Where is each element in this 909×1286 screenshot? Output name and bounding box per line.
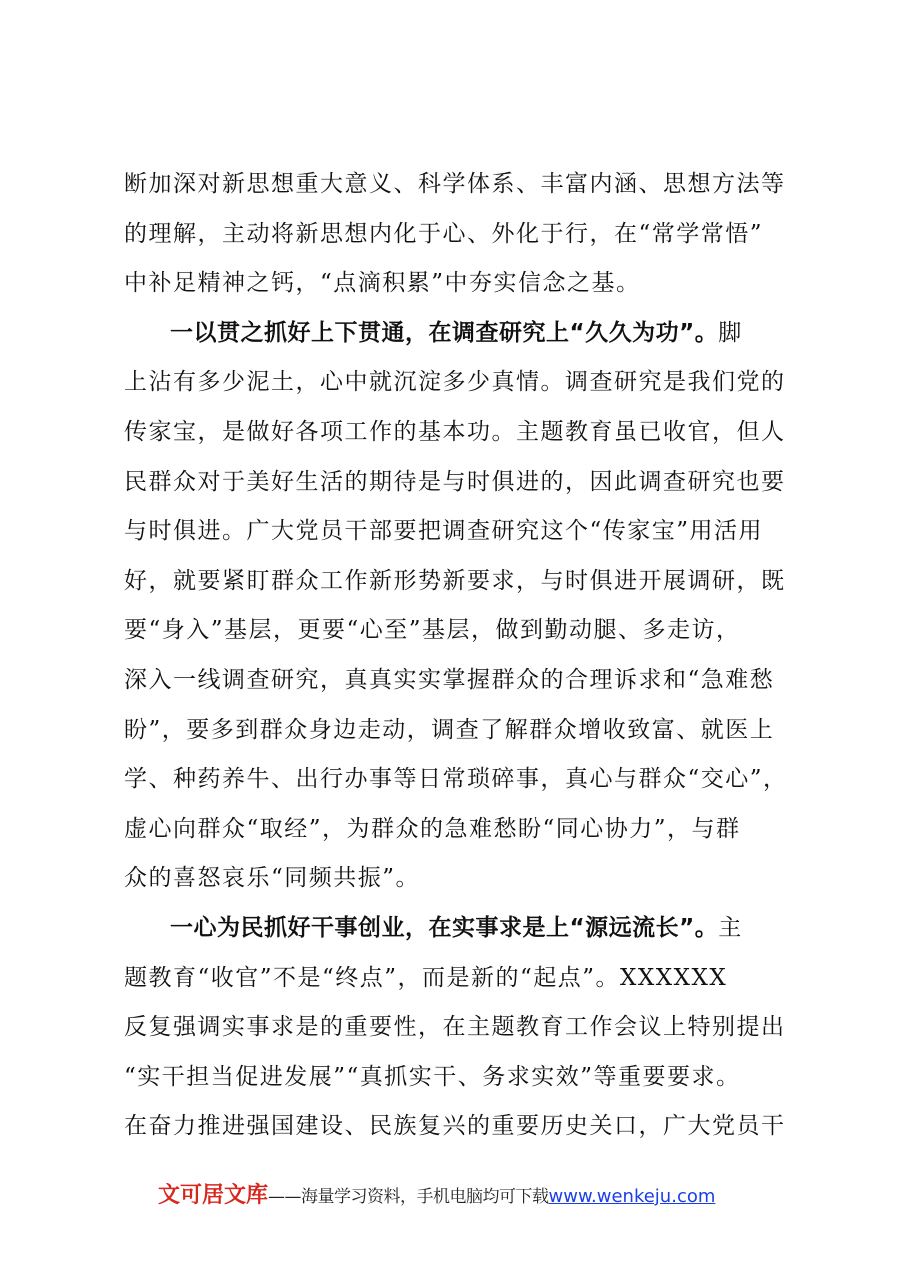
text-line: 断加深对新思想重大意义、科学体系、丰富内涵、思想方法等: [124, 171, 786, 197]
footer-site-link[interactable]: www.wenkeju.com: [548, 1186, 716, 1207]
text-line: 的理解，主动将新思想内化于心、外化于行，在“常学常悟”: [124, 220, 764, 247]
text-line: 题教育“收官”不是“终点”，而是新的“起点”。XXXXXX: [124, 964, 728, 991]
paragraph-heading: 一心为民抓好干事创业，在实事求是上“源远流长”。: [170, 914, 719, 941]
text-line: 中补足精神之钙，“点滴积累”中夯实信念之基。: [124, 270, 641, 297]
paragraph-first-line: [124, 904, 804, 954]
text-line: 与时俱进。广大党员干部要把调查研究这个“传家宝”用活用: [124, 518, 764, 545]
paragraph-2: [124, 309, 804, 904]
document-body: [124, 160, 804, 1152]
footer-brand: 文可居文库: [158, 1183, 269, 1208]
text-fragment: 主: [718, 914, 743, 941]
paragraph-3: [124, 904, 804, 1152]
text-line: 众的喜怒哀乐“同频共振”。: [124, 865, 421, 892]
text-line: 虚心向群众“取经”，为群众的急难愁盼“同心协力”，与群: [124, 815, 741, 842]
text-line: 盼”，要多到群众身边走动，调查了解群众增收致富、就医上: [124, 716, 775, 743]
text-line: 反复强调实事求是的重要性，在主题教育工作会议上特别提出: [124, 1014, 786, 1041]
paragraph-1: [124, 160, 804, 309]
footer-tagline: ——海量学习资料，手机电脑均可下载: [268, 1187, 549, 1207]
text-fragment: 脚: [718, 319, 743, 346]
paragraph-first-line: [124, 309, 804, 359]
text-line: 要“身入”基层，更要“心至”基层，做到勤动腿、多走访，: [124, 617, 741, 644]
text-line: “实干担当促进发展”“真抓实干、务求实效”等重要要求。: [124, 1063, 741, 1090]
footer-banner: [158, 1180, 715, 1212]
text-line: 民群众对于美好生活的期待是与时俱进的，因此调查研究也要: [124, 468, 786, 495]
text-line: 传家宝，是做好各项工作的基本功。主题教育虽已收官，但人: [124, 418, 786, 445]
text-line: 深入一线调查研究，真真实实掌握群众的合理诉求和“急难愁: [124, 666, 775, 693]
paragraph-heading: 一以贯之抓好上下贯通，在调查研究上“久久为功”。: [170, 319, 719, 346]
text-line: 在奋力推进强国建设、民族复兴的重要历史关口，广大党员干: [124, 1113, 786, 1140]
text-line: 好，就要紧盯群众工作新形势新要求，与时俱进开展调研，既: [124, 567, 786, 594]
text-line: 上沾有多少泥土，心中就沉淀多少真情。调查研究是我们党的: [124, 369, 786, 396]
text-line: 学、种药养牛、出行办事等日常琐碎事，真心与群众“交心”，: [124, 766, 788, 793]
